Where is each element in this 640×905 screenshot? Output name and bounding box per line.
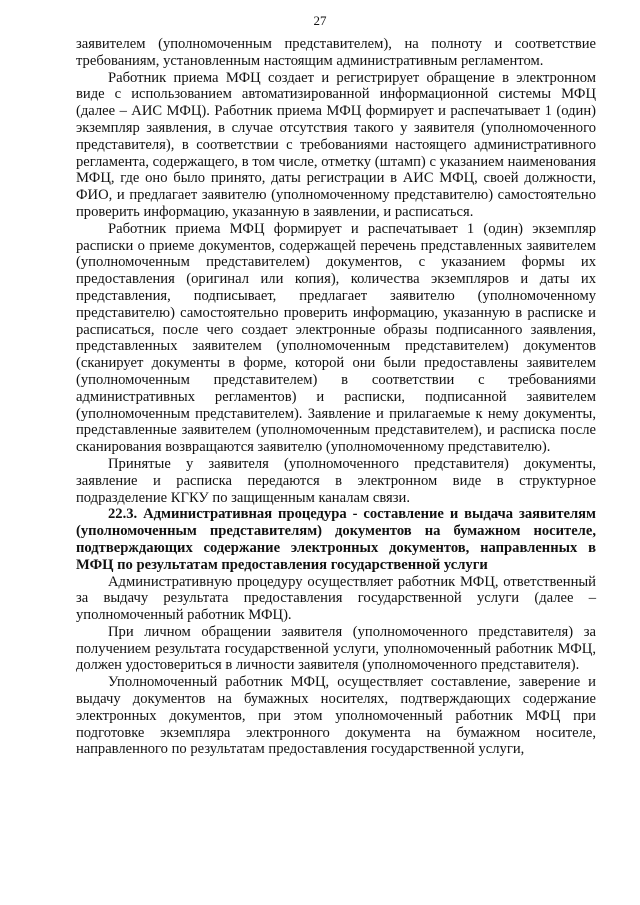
paragraph-identity-check: При личном обращении заявителя (уполномоченного представителя) за получением результата государственной услуги, уполномоченный работник МФЦ, должен удостовериться в личности заявителя (уполномоченного представителя). bbox=[76, 623, 596, 674]
paragraph-receipt: Работник приема МФЦ формирует и распечатывает 1 (один) экземпляр расписки о приеме документов, содержащей перечень представленных заявителем (уполномоченным представителем) документов, с указанием формы их предоставления (оригинал или копия), количества экземпляров и даты их представления, подписывает, предлагает заявителю (уполномоченному представителю) самостоятельно проверить информацию, указанную в расписке и расписаться, после чего создает электронные образы подписанного заявления, представленных заявителем (уполномоченным представителем) документов (сканирует документы в форме, которой они были предоставлены заявителем (уполномоченным представителем) в соответствии с требованиями административных регламентов) и расписки, подписанной заявителем (уполномоченным представителем). Заявление и прилагаемые к нему документы, представленные заявителем (уполномоченным представителем), и расписка после сканирования возвращаются заявителю (уполномоченному представителю). bbox=[76, 220, 596, 456]
section-heading-22-3: 22.3. Административная процедура - составление и выдача заявителям (уполномоченным представителям) документов на бумажном носителе, подтверждающих содержание электронных документов, направленных в МФЦ по результатам предоставления государственной услуги bbox=[76, 506, 596, 573]
document-body bbox=[76, 36, 596, 758]
paragraph-transfer: Принятые у заявителя (уполномоченного представителя) документы, заявление и расписка передаются в электронном виде в структурное подразделение КГКУ по защищенным каналам связи. bbox=[76, 455, 596, 506]
page-number: 27 bbox=[313, 13, 327, 28]
paragraph-continuation: заявителем (уполномоченным представителем), на полноту и соответствие требованиям, установленным настоящим административным регламентом. bbox=[76, 36, 596, 69]
paragraph-paper-documents: Уполномоченный работник МФЦ, осуществляет составление, заверение и выдачу документов на бумажных носителях, подтверждающих содержание электронных документов, при этом уполномоченный работник МФЦ при подготовке экземпляра электронного документа на бумажном носителе, направленного по результатам предоставления государственной услуги, bbox=[76, 674, 596, 758]
paragraph-responsible-worker: Административную процедуру осуществляет работник МФЦ, ответственный за выдачу результата предоставления государственной услуги (далее – уполномоченный работник МФЦ). bbox=[76, 573, 596, 624]
paragraph-registration: Работник приема МФЦ создает и регистрирует обращение в электронном виде с использованием автоматизированной информационной системы МФЦ (далее – АИС МФЦ). Работник приема МФЦ формирует и распечатывает 1 (один) экземпляр заявления, в случае отсутствия такого у заявителя (уполномоченного представителя), в соответствии с требованиями настоящего административного регламента, содержащего, в том числе, отметку (штамп) с указанием наименования МФЦ, где оно было принято, даты регистрации в АИС МФЦ, своей должности, ФИО, и предлагает заявителю (уполномоченному представителю) самостоятельно проверить информацию, указанную в заявлении, и расписаться. bbox=[76, 69, 596, 220]
